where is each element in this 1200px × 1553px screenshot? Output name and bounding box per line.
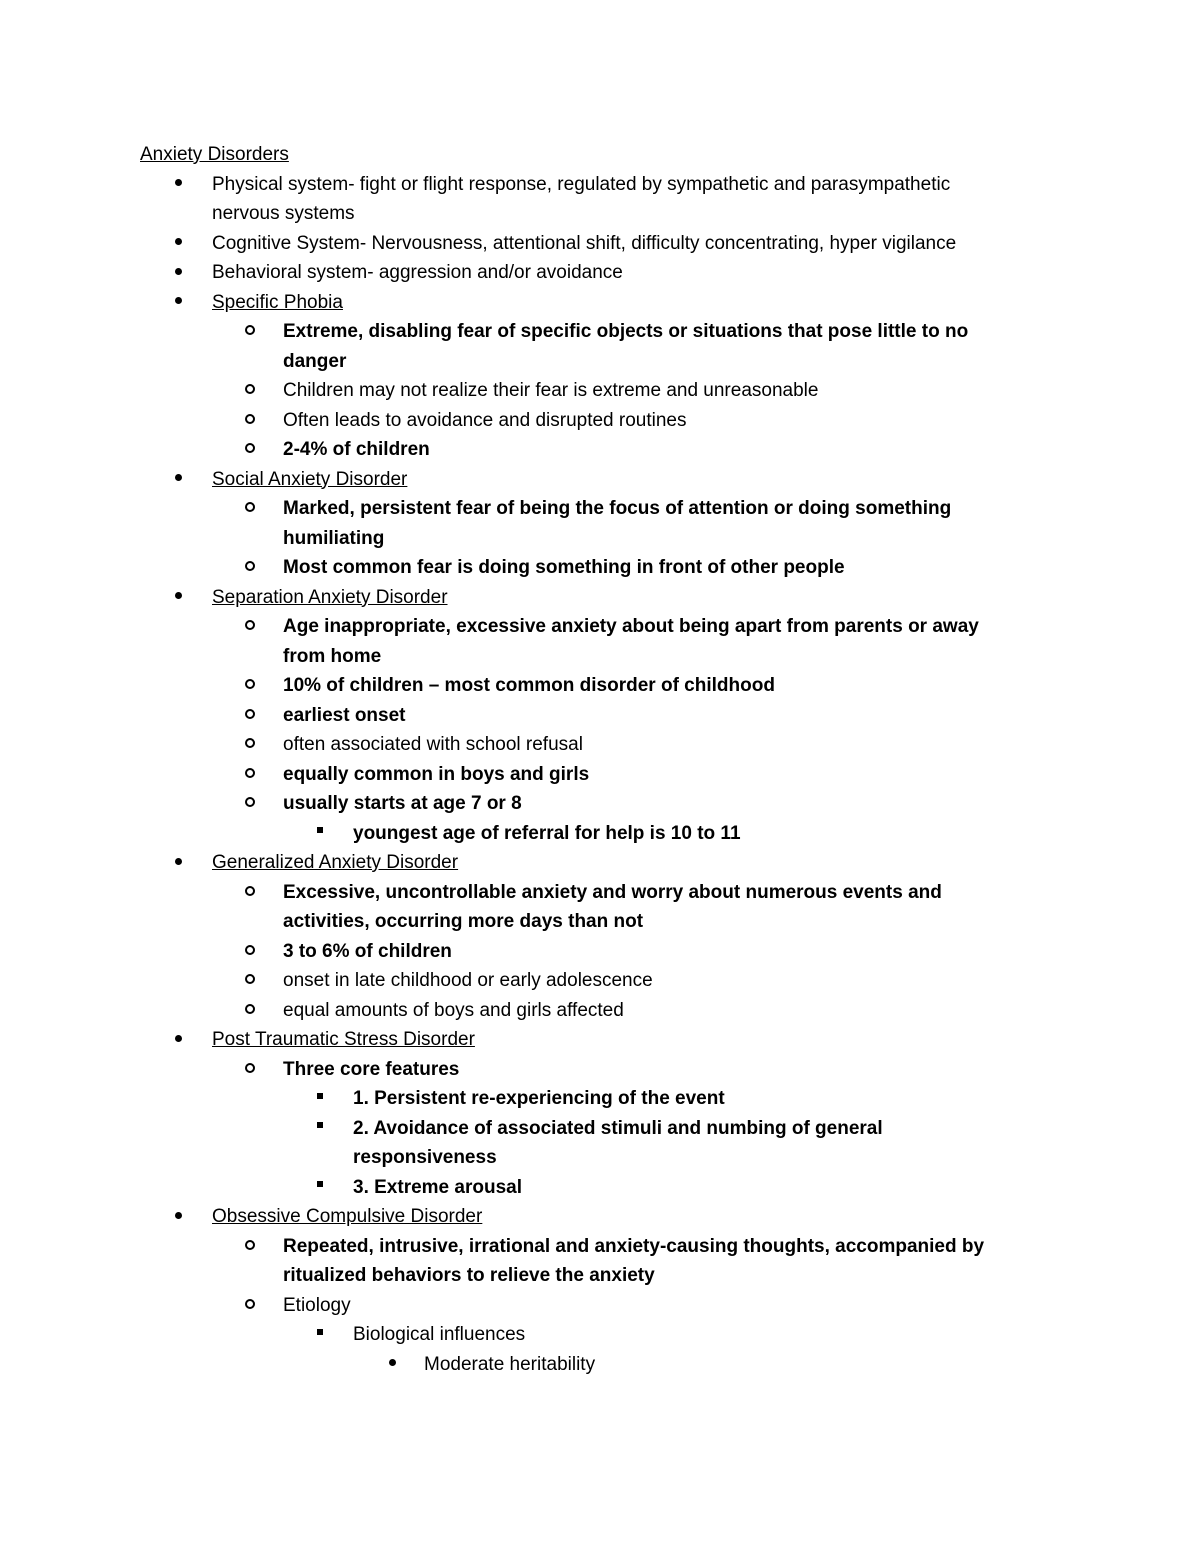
bullet-dot-icon	[168, 288, 188, 318]
outline-text: 2-4% of children	[283, 439, 430, 460]
outline-line	[0, 317, 1200, 347]
outline-line	[0, 1350, 1200, 1380]
bullet-circle-icon	[240, 406, 260, 436]
bullet-circle-icon	[240, 966, 260, 996]
outline-line	[0, 1261, 1200, 1291]
outline-line	[0, 996, 1200, 1026]
bullet-circle-icon	[240, 376, 260, 406]
outline-text: usually starts at age 7 or 8	[283, 793, 522, 814]
outline-line	[0, 878, 1200, 908]
outline-line	[0, 288, 1200, 318]
outline-text: equal amounts of boys and girls affected	[283, 999, 624, 1021]
bullet-square-icon	[310, 1114, 330, 1144]
outline-line	[0, 907, 1200, 937]
bullet-dot-icon	[168, 1202, 188, 1232]
outline-line	[0, 937, 1200, 967]
document-heading: Anxiety Disorders	[140, 144, 289, 165]
outline-text: Most common fear is doing something in front of other people	[283, 557, 845, 578]
outline-line	[0, 347, 1200, 377]
section-heading: Obsessive Compulsive Disorder	[212, 1206, 483, 1227]
bullet-dot-icon	[168, 229, 188, 259]
bullet-circle-icon	[240, 612, 260, 642]
outline-line	[0, 1202, 1200, 1232]
outline-line	[0, 583, 1200, 613]
bullet-circle-icon	[240, 730, 260, 760]
outline-line	[0, 435, 1200, 465]
bullet-circle-icon	[240, 937, 260, 967]
outline-text: Cognitive System- Nervousness, attentional shift, difficulty concentrating, hyper vigilance	[212, 232, 957, 254]
bullet-dot-icon	[168, 465, 188, 495]
outline-line	[0, 1084, 1200, 1114]
outline-text: Physical system- fight or flight response, regulated by sympathetic and parasympathetic	[212, 173, 951, 195]
outline-line	[0, 229, 1200, 259]
bullet-dot-icon	[168, 258, 188, 288]
outline-line	[0, 524, 1200, 554]
outline-text: Behavioral system- aggression and/or avoidance	[212, 262, 623, 283]
outline-text: onset in late childhood or early adolescence	[283, 970, 653, 991]
outline-text: Often leads to avoidance and disrupted routines	[283, 409, 687, 431]
outline-text: Age inappropriate, excessive anxiety about being apart from parents or away	[283, 616, 979, 637]
outline-text: youngest age of referral for help is 10 to 11	[353, 822, 741, 844]
outline-text: humiliating	[283, 527, 385, 549]
bullet-circle-icon	[240, 1232, 260, 1262]
outline-text: Moderate heritability	[424, 1353, 596, 1375]
bullet-dot-icon	[168, 583, 188, 613]
bullet-dot-icon	[168, 1025, 188, 1055]
bullet-circle-icon	[240, 701, 260, 731]
outline-text: 3 to 6% of children	[283, 940, 452, 962]
outline-line	[0, 553, 1200, 583]
bullet-circle-icon	[240, 435, 260, 465]
outline-line	[0, 199, 1200, 229]
outline-text: nervous systems	[212, 203, 355, 224]
outline-line	[0, 1173, 1200, 1203]
outline-line	[0, 819, 1200, 849]
outline-line	[0, 612, 1200, 642]
section-heading: Post Traumatic Stress Disorder	[212, 1029, 475, 1050]
outline-text: earliest onset	[283, 704, 406, 726]
outline-line	[0, 1055, 1200, 1085]
outline-text: 1. Persistent re-experiencing of the event	[353, 1088, 725, 1109]
bullet-dot-icon	[168, 170, 188, 200]
outline-text: 2. Avoidance of associated stimuli and numbing of general	[353, 1117, 883, 1139]
outline-line	[0, 1114, 1200, 1144]
outline-line	[0, 789, 1200, 819]
bullet-circle-icon	[240, 553, 260, 583]
bullet-square-icon	[310, 1084, 330, 1114]
outline-text: from home	[283, 645, 382, 667]
outline-text: Etiology	[283, 1294, 351, 1316]
outline-line	[0, 1025, 1200, 1055]
outline-line	[0, 1143, 1200, 1173]
outline-line	[0, 671, 1200, 701]
bullet-circle-icon	[240, 760, 260, 790]
outline-line	[0, 465, 1200, 495]
outline-text: responsiveness	[353, 1147, 497, 1168]
bullet-circle-icon	[240, 494, 260, 524]
section-heading: Generalized Anxiety Disorder	[212, 852, 459, 873]
bullet-square-icon	[310, 1320, 330, 1350]
outline-text: Extreme, disabling fear of specific objects or situations that pose little to no	[283, 321, 969, 342]
outline-text: 10% of children – most common disorder of childhood	[283, 675, 775, 696]
outline-line	[0, 406, 1200, 436]
outline-text: often associated with school refusal	[283, 734, 583, 755]
outline-line	[0, 170, 1200, 200]
outline-text: activities, occurring more days than not	[283, 911, 644, 932]
outline-line	[0, 701, 1200, 731]
outline-line	[0, 1320, 1200, 1350]
bullet-circle-icon	[240, 996, 260, 1026]
outline-line	[0, 760, 1200, 790]
outline-line	[0, 376, 1200, 406]
outline-line	[0, 1291, 1200, 1321]
outline-line	[0, 494, 1200, 524]
outline-text: Repeated, intrusive, irrational and anxiety-causing thoughts, accompanied by	[283, 1235, 985, 1257]
outline-line	[0, 1232, 1200, 1262]
outline-text: equally common in boys and girls	[283, 763, 590, 785]
bullet-circle-icon	[240, 878, 260, 908]
bullet-square-icon	[310, 819, 330, 849]
section-heading: Social Anxiety Disorder	[212, 468, 408, 490]
bullet-circle-icon	[240, 789, 260, 819]
outline-text: Three core features	[283, 1058, 460, 1080]
bullet-square-icon	[310, 1173, 330, 1203]
outline-text: Biological influences	[353, 1324, 526, 1345]
outline-line	[0, 258, 1200, 288]
outline-line	[0, 848, 1200, 878]
outline-line	[0, 642, 1200, 672]
outline-text: ritualized behaviors to relieve the anxiety	[283, 1265, 655, 1286]
outline-text: 3. Extreme arousal	[353, 1176, 522, 1198]
bullet-circle-icon	[240, 1055, 260, 1085]
bullet-circle-icon	[240, 317, 260, 347]
bullet-dot-icon	[168, 848, 188, 878]
outline-text: Children may not realize their fear is extreme and unreasonable	[283, 380, 819, 401]
outline-text: danger	[283, 350, 347, 372]
outline-text: Marked, persistent fear of being the focus of attention or doing something	[283, 498, 952, 519]
outline-line	[0, 140, 1200, 170]
outline-line	[0, 730, 1200, 760]
bullet-circle-icon	[240, 1291, 260, 1321]
bullet-circle-icon	[240, 671, 260, 701]
section-heading: Specific Phobia	[212, 291, 343, 313]
section-heading: Separation Anxiety Disorder	[212, 586, 448, 608]
outline-text: Excessive, uncontrollable anxiety and worry about numerous events and	[283, 881, 942, 903]
outline-line	[0, 966, 1200, 996]
bullet-dot-icon	[382, 1350, 402, 1380]
